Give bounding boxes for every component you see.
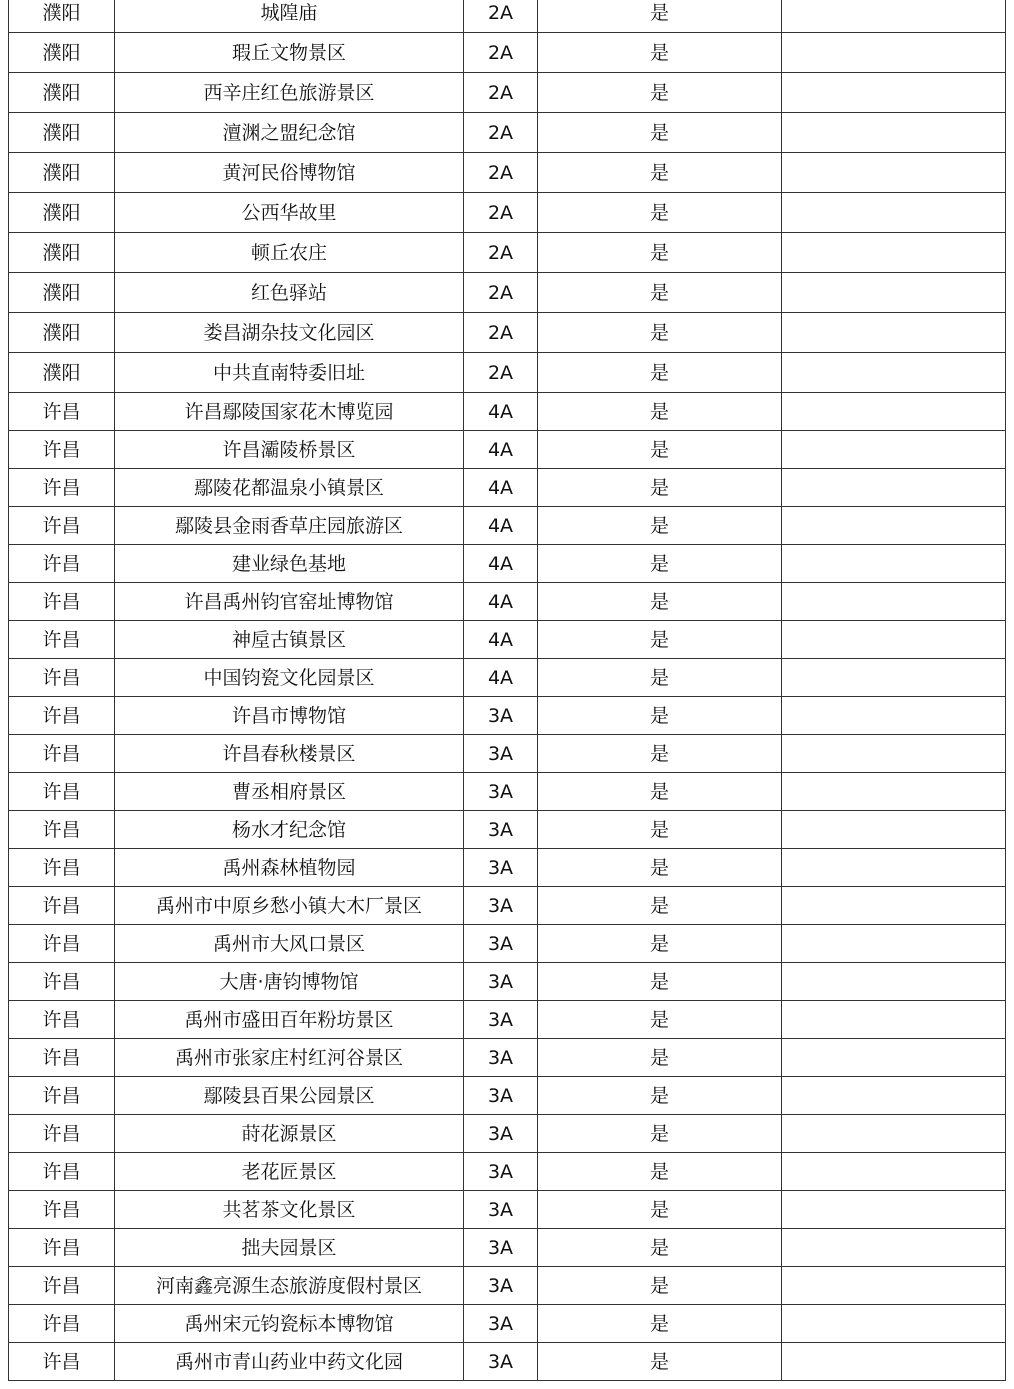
city-cell: 许昌 [9, 659, 115, 697]
scenic-name-cell: 禹州市盛田百年粉坊景区 [115, 1001, 464, 1039]
note-cell [782, 353, 1006, 393]
grade-cell: 4A [464, 621, 538, 659]
city-cell: 濮阳 [9, 313, 115, 353]
note-cell [782, 811, 1006, 849]
grade-cell: 3A [464, 1039, 538, 1077]
table-row [9, 545, 1006, 583]
flag-cell: 是 [538, 1267, 782, 1305]
scenic-name-cell: 拙夫园景区 [115, 1229, 464, 1267]
grade-cell: 3A [464, 735, 538, 773]
city-cell: 许昌 [9, 1153, 115, 1191]
note-cell [782, 735, 1006, 773]
grade-cell: 2A [464, 153, 538, 193]
table-row [9, 583, 1006, 621]
grade-cell: 2A [464, 113, 538, 153]
table-row [9, 1267, 1006, 1305]
scenic-name-cell: 澶渊之盟纪念馆 [115, 113, 464, 153]
table-row [9, 0, 1006, 33]
note-cell [782, 1191, 1006, 1229]
table-row [9, 811, 1006, 849]
note-cell [782, 621, 1006, 659]
city-cell: 许昌 [9, 1191, 115, 1229]
city-cell: 许昌 [9, 393, 115, 431]
city-cell: 濮阳 [9, 193, 115, 233]
scenic-name-cell: 西辛庄红色旅游景区 [115, 73, 464, 113]
table-row [9, 1115, 1006, 1153]
flag-cell: 是 [538, 849, 782, 887]
scenic-name-cell: 建业绿色基地 [115, 545, 464, 583]
grade-cell: 3A [464, 1305, 538, 1343]
city-cell: 濮阳 [9, 233, 115, 273]
flag-cell: 是 [538, 469, 782, 507]
city-cell: 许昌 [9, 507, 115, 545]
scenic-name-cell: 鄢陵县百果公园景区 [115, 1077, 464, 1115]
table-row [9, 353, 1006, 393]
note-cell [782, 153, 1006, 193]
scenic-name-cell: 共茗茶文化景区 [115, 1191, 464, 1229]
scenic-name-cell: 禹州市大风口景区 [115, 925, 464, 963]
table-row [9, 469, 1006, 507]
scenic-name-cell: 城隍庙 [115, 0, 464, 33]
scenic-name-cell: 河南鑫亮源生态旅游度假村景区 [115, 1267, 464, 1305]
scenic-name-cell: 娄昌湖杂技文化园区 [115, 313, 464, 353]
flag-cell: 是 [538, 659, 782, 697]
flag-cell: 是 [538, 1191, 782, 1229]
flag-cell: 是 [538, 1039, 782, 1077]
city-cell: 许昌 [9, 1077, 115, 1115]
flag-cell: 是 [538, 313, 782, 353]
flag-cell: 是 [538, 233, 782, 273]
city-cell: 许昌 [9, 1305, 115, 1343]
flag-cell: 是 [538, 1229, 782, 1267]
grade-cell: 2A [464, 73, 538, 113]
scenic-name-cell: 禹州市张家庄村红河谷景区 [115, 1039, 464, 1077]
flag-cell: 是 [538, 1115, 782, 1153]
scenic-name-cell: 中共直南特委旧址 [115, 353, 464, 393]
note-cell [782, 1305, 1006, 1343]
note-cell [782, 193, 1006, 233]
grade-cell: 3A [464, 849, 538, 887]
grade-cell: 3A [464, 1343, 538, 1381]
grade-cell: 2A [464, 353, 538, 393]
city-cell: 许昌 [9, 925, 115, 963]
grade-cell: 2A [464, 233, 538, 273]
flag-cell: 是 [538, 1153, 782, 1191]
grade-cell: 2A [464, 313, 538, 353]
table-row [9, 1001, 1006, 1039]
city-cell: 许昌 [9, 1343, 115, 1381]
city-cell: 濮阳 [9, 33, 115, 73]
city-cell: 濮阳 [9, 153, 115, 193]
city-cell: 许昌 [9, 735, 115, 773]
grade-cell: 3A [464, 773, 538, 811]
note-cell [782, 697, 1006, 735]
note-cell [782, 1077, 1006, 1115]
flag-cell: 是 [538, 963, 782, 1001]
note-cell [782, 233, 1006, 273]
flag-cell: 是 [538, 1343, 782, 1381]
scenic-spots-table [8, 0, 1006, 1381]
city-cell: 濮阳 [9, 113, 115, 153]
note-cell [782, 583, 1006, 621]
note-cell [782, 1153, 1006, 1191]
grade-cell: 4A [464, 469, 538, 507]
note-cell [782, 33, 1006, 73]
table-row [9, 1305, 1006, 1343]
city-cell: 濮阳 [9, 0, 115, 33]
grade-cell: 2A [464, 0, 538, 33]
city-cell: 许昌 [9, 697, 115, 735]
flag-cell: 是 [538, 393, 782, 431]
flag-cell: 是 [538, 353, 782, 393]
note-cell [782, 1039, 1006, 1077]
scenic-name-cell: 禹州市中原乡愁小镇大木厂景区 [115, 887, 464, 925]
city-cell: 许昌 [9, 1115, 115, 1153]
scenic-name-cell: 瑕丘文物景区 [115, 33, 464, 73]
grade-cell: 4A [464, 393, 538, 431]
city-cell: 濮阳 [9, 273, 115, 313]
flag-cell: 是 [538, 431, 782, 469]
city-cell: 许昌 [9, 1001, 115, 1039]
flag-cell: 是 [538, 545, 782, 583]
flag-cell: 是 [538, 193, 782, 233]
city-cell: 许昌 [9, 849, 115, 887]
grade-cell: 3A [464, 1115, 538, 1153]
city-cell: 濮阳 [9, 73, 115, 113]
scenic-name-cell: 曹丞相府景区 [115, 773, 464, 811]
note-cell [782, 1115, 1006, 1153]
note-cell [782, 469, 1006, 507]
city-cell: 濮阳 [9, 353, 115, 393]
scenic-name-cell: 黄河民俗博物馆 [115, 153, 464, 193]
city-cell: 许昌 [9, 887, 115, 925]
note-cell [782, 113, 1006, 153]
table-row [9, 963, 1006, 1001]
grade-cell: 3A [464, 811, 538, 849]
city-cell: 许昌 [9, 469, 115, 507]
flag-cell: 是 [538, 697, 782, 735]
scenic-name-cell: 许昌市博物馆 [115, 697, 464, 735]
table-row [9, 273, 1006, 313]
note-cell [782, 1343, 1006, 1381]
note-cell [782, 507, 1006, 545]
note-cell [782, 393, 1006, 431]
grade-cell: 3A [464, 1229, 538, 1267]
scenic-name-cell: 老花匠景区 [115, 1153, 464, 1191]
scenic-name-cell: 杨水才纪念馆 [115, 811, 464, 849]
flag-cell: 是 [538, 113, 782, 153]
table-row [9, 887, 1006, 925]
flag-cell: 是 [538, 735, 782, 773]
grade-cell: 3A [464, 1077, 538, 1115]
city-cell: 许昌 [9, 811, 115, 849]
grade-cell: 2A [464, 273, 538, 313]
grade-cell: 4A [464, 583, 538, 621]
scenic-name-cell: 鄢陵县金雨香草庄园旅游区 [115, 507, 464, 545]
note-cell [782, 887, 1006, 925]
table-row [9, 393, 1006, 431]
table-row [9, 73, 1006, 113]
note-cell [782, 1229, 1006, 1267]
note-cell [782, 773, 1006, 811]
grade-cell: 3A [464, 925, 538, 963]
table-row [9, 233, 1006, 273]
note-cell [782, 273, 1006, 313]
scenic-name-cell: 中国钧瓷文化园景区 [115, 659, 464, 697]
flag-cell: 是 [538, 1077, 782, 1115]
flag-cell: 是 [538, 273, 782, 313]
flag-cell: 是 [538, 153, 782, 193]
table-row [9, 1191, 1006, 1229]
scenic-name-cell: 莳花源景区 [115, 1115, 464, 1153]
table-row [9, 33, 1006, 73]
table-row [9, 773, 1006, 811]
scenic-spots-table-container [8, 0, 1005, 1381]
note-cell [782, 925, 1006, 963]
table-row [9, 1039, 1006, 1077]
grade-cell: 4A [464, 507, 538, 545]
note-cell [782, 659, 1006, 697]
grade-cell: 2A [464, 193, 538, 233]
city-cell: 许昌 [9, 1039, 115, 1077]
table-row [9, 659, 1006, 697]
scenic-name-cell: 公西华故里 [115, 193, 464, 233]
scenic-name-cell: 禹州市青山药业中药文化园 [115, 1343, 464, 1381]
note-cell [782, 0, 1006, 33]
table-row [9, 153, 1006, 193]
flag-cell: 是 [538, 1305, 782, 1343]
note-cell [782, 963, 1006, 1001]
city-cell: 许昌 [9, 773, 115, 811]
note-cell [782, 313, 1006, 353]
city-cell: 许昌 [9, 431, 115, 469]
scenic-name-cell: 许昌灞陵桥景区 [115, 431, 464, 469]
table-row [9, 1153, 1006, 1191]
flag-cell: 是 [538, 887, 782, 925]
city-cell: 许昌 [9, 583, 115, 621]
city-cell: 许昌 [9, 963, 115, 1001]
table-row [9, 113, 1006, 153]
table-row [9, 1343, 1006, 1381]
flag-cell: 是 [538, 507, 782, 545]
scenic-name-cell: 鄢陵花都温泉小镇景区 [115, 469, 464, 507]
grade-cell: 3A [464, 697, 538, 735]
grade-cell: 2A [464, 33, 538, 73]
note-cell [782, 431, 1006, 469]
scenic-name-cell: 许昌禹州钧官窑址博物馆 [115, 583, 464, 621]
table-row [9, 849, 1006, 887]
flag-cell: 是 [538, 73, 782, 113]
grade-cell: 3A [464, 1153, 538, 1191]
scenic-name-cell: 神垕古镇景区 [115, 621, 464, 659]
grade-cell: 4A [464, 545, 538, 583]
table-row [9, 507, 1006, 545]
city-cell: 许昌 [9, 545, 115, 583]
city-cell: 许昌 [9, 1267, 115, 1305]
flag-cell: 是 [538, 773, 782, 811]
grade-cell: 4A [464, 431, 538, 469]
table-row [9, 1077, 1006, 1115]
flag-cell: 是 [538, 811, 782, 849]
table-row [9, 431, 1006, 469]
scenic-name-cell: 许昌春秋楼景区 [115, 735, 464, 773]
table-row [9, 925, 1006, 963]
scenic-name-cell: 大唐·唐钧博物馆 [115, 963, 464, 1001]
table-row [9, 735, 1006, 773]
grade-cell: 3A [464, 1267, 538, 1305]
note-cell [782, 849, 1006, 887]
grade-cell: 4A [464, 659, 538, 697]
note-cell [782, 1001, 1006, 1039]
grade-cell: 3A [464, 1001, 538, 1039]
table-row [9, 621, 1006, 659]
note-cell [782, 1267, 1006, 1305]
scenic-name-cell: 禹州宋元钧瓷标本博物馆 [115, 1305, 464, 1343]
city-cell: 许昌 [9, 1229, 115, 1267]
grade-cell: 3A [464, 887, 538, 925]
scenic-name-cell: 许昌鄢陵国家花木博览园 [115, 393, 464, 431]
table-row [9, 313, 1006, 353]
flag-cell: 是 [538, 583, 782, 621]
grade-cell: 3A [464, 1191, 538, 1229]
table-row [9, 1229, 1006, 1267]
grade-cell: 3A [464, 963, 538, 1001]
flag-cell: 是 [538, 621, 782, 659]
scenic-name-cell: 红色驿站 [115, 273, 464, 313]
note-cell [782, 545, 1006, 583]
table-row [9, 193, 1006, 233]
note-cell [782, 73, 1006, 113]
scenic-name-cell: 禹州森林植物园 [115, 849, 464, 887]
table-row [9, 697, 1006, 735]
scenic-name-cell: 顿丘农庄 [115, 233, 464, 273]
flag-cell: 是 [538, 0, 782, 33]
city-cell: 许昌 [9, 621, 115, 659]
flag-cell: 是 [538, 33, 782, 73]
table-body [9, 0, 1006, 1381]
flag-cell: 是 [538, 925, 782, 963]
flag-cell: 是 [538, 1001, 782, 1039]
